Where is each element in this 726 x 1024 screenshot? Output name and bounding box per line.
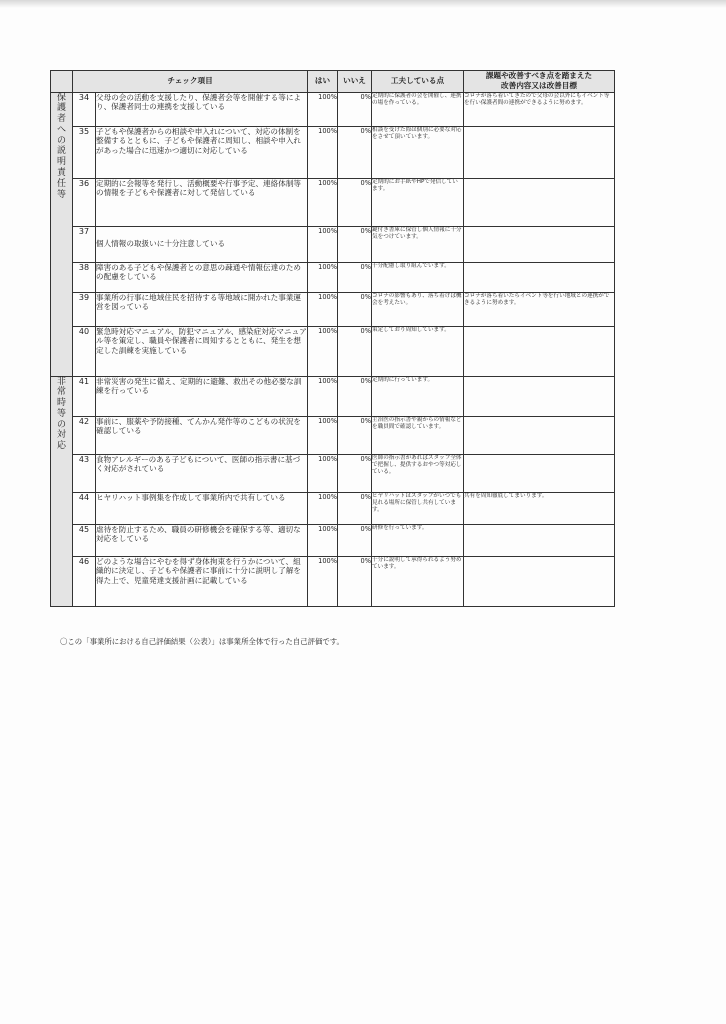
no-percent: 0% xyxy=(338,492,372,524)
table-row xyxy=(51,178,615,226)
category-parent-accountability xyxy=(51,92,73,376)
table-row xyxy=(51,492,615,524)
yes-percent: 100% xyxy=(308,262,338,292)
check-item-text: 個人情報の取扱いに十分注意している xyxy=(96,226,308,262)
check-item-text: 事業所の行事に地域住民を招待する等地域に開かれた事業運営を図っている xyxy=(96,292,308,326)
check-item-text: 障害のある子どもや保護者との意思の疎通や情報伝達のための配慮をしている xyxy=(96,262,308,292)
check-item-text: 父母の会の活動を支援したり、保護者会等を開催する等により、保護者同士の連携を支援している xyxy=(96,92,308,126)
table-row xyxy=(51,416,615,454)
improvement-text xyxy=(464,376,615,416)
check-item-text: ヒヤリハット事例集を作成して事業所内で共有している xyxy=(96,492,308,524)
header-yes: はい xyxy=(308,71,338,93)
header-check-item: チェック項目 xyxy=(73,71,308,93)
no-percent: 0% xyxy=(338,292,372,326)
notes-text: 研修を行っています。 xyxy=(372,524,464,556)
header-improvement-line2: 改善内容又は改善目標 xyxy=(501,81,577,91)
table-row xyxy=(51,92,615,126)
yes-percent: 100% xyxy=(308,556,338,606)
notes-text: 医師の指示書があればスタッフ全体で把握し、提供するおやつ等対応している。 xyxy=(372,454,464,492)
notes-text: 定期的に保護者の会を開催し、連携の場を作っている。 xyxy=(372,92,464,126)
row-number: 40 xyxy=(73,326,96,376)
table-row xyxy=(51,556,615,606)
self-evaluation-table xyxy=(50,70,615,607)
no-percent: 0% xyxy=(338,178,372,226)
yes-percent: 100% xyxy=(308,416,338,454)
yes-percent: 100% xyxy=(308,326,338,376)
no-percent: 0% xyxy=(338,454,372,492)
check-item-text: 食物アレルギーのある子どもについて、医師の指示書に基づく対応がされている xyxy=(96,454,308,492)
page-top-edge xyxy=(0,0,726,8)
yes-percent: 100% xyxy=(308,178,338,226)
row-number: 34 xyxy=(73,92,96,126)
improvement-text: 共有を周知徹底してまいります。 xyxy=(464,492,615,524)
notes-text: 定期的にお手紙やHPで発信しています。 xyxy=(372,178,464,226)
improvement-text xyxy=(464,416,615,454)
check-item-text: 非常災害の発生に備え、定期的に避難、救出その他必要な訓練を行っている xyxy=(96,376,308,416)
header-improvement xyxy=(464,71,615,93)
notes-text: ヒヤリハットはスタッフがいつでも見れる場所に保管し共有しています。 xyxy=(372,492,464,524)
no-percent: 0% xyxy=(338,524,372,556)
header-improvement-line1: 課題や改善すべき点を踏まえた xyxy=(485,71,593,80)
no-percent: 0% xyxy=(338,376,372,416)
row-number: 44 xyxy=(73,492,96,524)
header-notes: 工夫している点 xyxy=(372,71,464,93)
row-number: 39 xyxy=(73,292,96,326)
table-row xyxy=(51,262,615,292)
no-percent: 0% xyxy=(338,126,372,178)
improvement-text: コロナが落ち着いてきたので父母の会以外にもイベント等を行い保護者間の連携ができるように努めます。 xyxy=(464,92,615,126)
improvement-text xyxy=(464,126,615,178)
row-number: 36 xyxy=(73,178,96,226)
header-blank-category xyxy=(51,71,73,93)
yes-percent: 100% xyxy=(308,126,338,178)
improvement-text xyxy=(464,226,615,262)
footnote: 〇この「事業所における自己評価結果（公表）」は事業所全体で行った自己評価です。 xyxy=(60,637,344,646)
yes-percent: 100% xyxy=(308,292,338,326)
table-header-row xyxy=(51,71,615,93)
check-item-text: 虐待を防止するため、職員の研修機会を確保する等、適切な対応をしている xyxy=(96,524,308,556)
check-item-text: 子どもや保護者からの相談や申入れについて、対応の体制を整備するとともに、子どもや保護者に周知し、相談や申入れがあった場合に迅速かつ適切に対応している xyxy=(96,126,308,178)
row-number: 42 xyxy=(73,416,96,454)
table-row xyxy=(51,226,615,262)
no-percent: 0% xyxy=(338,262,372,292)
notes-text: 主治医の指示書や親からの情報などを職員間で確認しています。 xyxy=(372,416,464,454)
row-number: 45 xyxy=(73,524,96,556)
improvement-text xyxy=(464,454,615,492)
yes-percent: 100% xyxy=(308,92,338,126)
row-number: 35 xyxy=(73,126,96,178)
row-number: 37 xyxy=(73,226,96,262)
header-no: いいえ xyxy=(338,71,372,93)
improvement-text xyxy=(464,556,615,606)
notes-text: 十分に説明して承得られるよう努めています。 xyxy=(372,556,464,606)
notes-text: 鍵付き書庫に保管し個人情報に十分気をつけています。 xyxy=(372,226,464,262)
table-row xyxy=(51,376,615,416)
table-row xyxy=(51,326,615,376)
yes-percent: 100% xyxy=(308,376,338,416)
no-percent: 0% xyxy=(338,556,372,606)
improvement-text: コロナが落ち着いたらイベント等を行い地域との連携ができるように努めます。 xyxy=(464,292,615,326)
category-emergency-response xyxy=(51,376,73,606)
table-row xyxy=(51,126,615,178)
notes-text: 定期的に行っています。 xyxy=(372,376,464,416)
row-number: 41 xyxy=(73,376,96,416)
notes-text: 策定しており周知しています。 xyxy=(372,326,464,376)
row-number: 38 xyxy=(73,262,96,292)
table-row xyxy=(51,454,615,492)
category-label: 保護者への説明責任等 xyxy=(56,92,66,200)
yes-percent: 100% xyxy=(308,524,338,556)
row-number: 43 xyxy=(73,454,96,492)
notes-text: コロナの影響もあり、落ち着けば機会を考えたい。 xyxy=(372,292,464,326)
yes-percent: 100% xyxy=(308,454,338,492)
table-row xyxy=(51,524,615,556)
improvement-text xyxy=(464,178,615,226)
notes-text: 十分配慮し取り組んでいます。 xyxy=(372,262,464,292)
improvement-text xyxy=(464,262,615,292)
yes-percent: 100% xyxy=(308,492,338,524)
no-percent: 0% xyxy=(338,416,372,454)
check-item-text: どのような場合にやむを得ず身体拘束を行うかについて、組織的に決定し、子どもや保護者に事前に十分に説明し了解を得た上で、児童発達支援計画に記載している xyxy=(96,556,308,606)
improvement-text xyxy=(464,524,615,556)
no-percent: 0% xyxy=(338,326,372,376)
row-number: 46 xyxy=(73,556,96,606)
check-item-text: 緊急時対応マニュアル、防犯マニュアル、感染症対応マニュアル等を策定し、職員や保護者に周知するとともに、発生を想定した訓練を実施している xyxy=(96,326,308,376)
no-percent: 0% xyxy=(338,92,372,126)
yes-percent: 100% xyxy=(308,226,338,262)
table-row xyxy=(51,292,615,326)
check-item-text: 事前に、服薬や予防接種、てんかん発作等のこどもの状況を確認している xyxy=(96,416,308,454)
notes-text: 相談を受けた際は個別に必要な対応をさせて頂いています。 xyxy=(372,126,464,178)
no-percent: 0% xyxy=(338,226,372,262)
improvement-text xyxy=(464,326,615,376)
check-item-text: 定期的に会報等を発行し、活動概要や行事予定、連絡体制等の情報を子どもや保護者に対して発信している xyxy=(96,178,308,226)
category-label: 非常時等の対応 xyxy=(56,376,66,452)
